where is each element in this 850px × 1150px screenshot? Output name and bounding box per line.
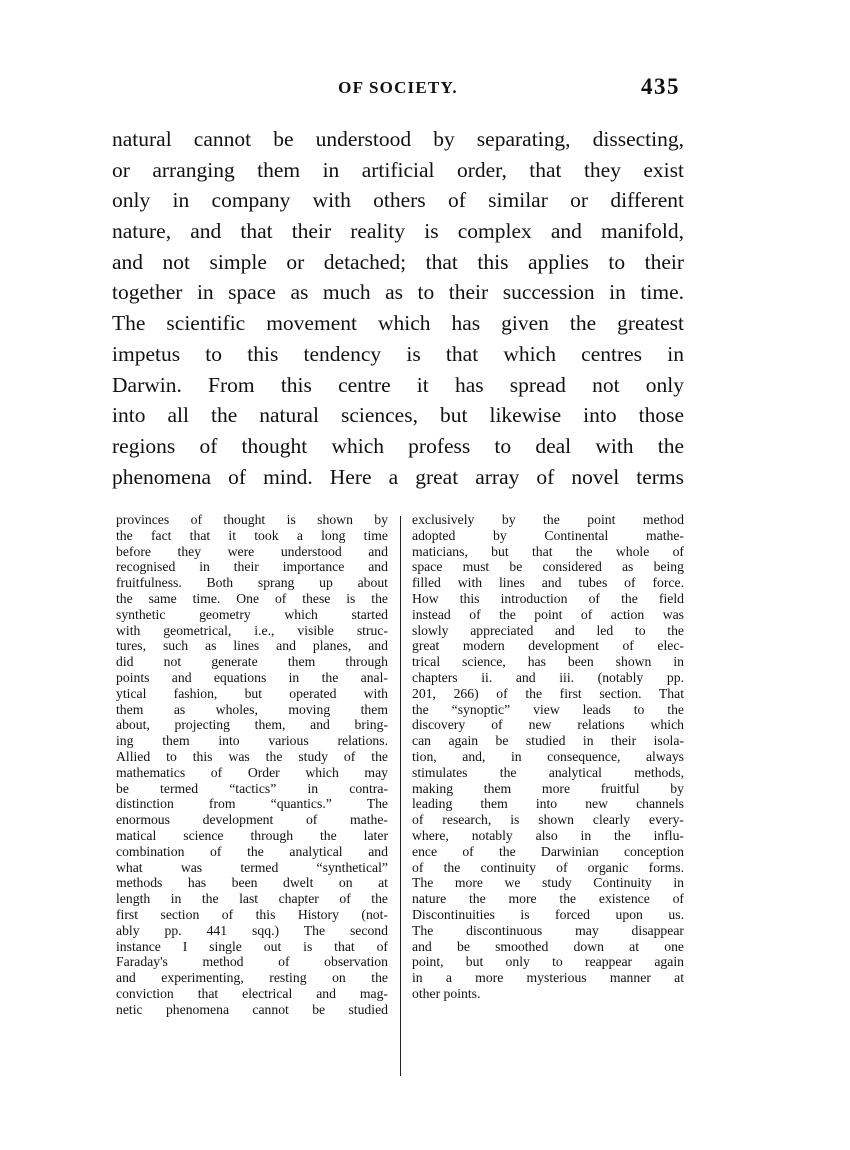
footnote-line: instance I single out is that of bbox=[116, 938, 388, 954]
footnote-line: tion, and, in consequence, always bbox=[412, 748, 684, 764]
footnote-line: other points. bbox=[412, 985, 481, 1001]
main-text-line: impetus to this tendency is that which centres in bbox=[112, 341, 684, 366]
footnote-line: distinction from “quantics.” The bbox=[116, 796, 388, 812]
main-text-line: together in space as much as to their succession in time. bbox=[112, 280, 684, 305]
footnote-line: of the continuity of organic forms. bbox=[412, 859, 684, 875]
footnote-line: did not generate them through bbox=[116, 654, 388, 670]
footnote-line: and experimenting, resting on the bbox=[116, 970, 388, 986]
footnote-line: in a more mysterious manner at bbox=[412, 970, 684, 986]
footnote-line: The more we study Continuity in bbox=[412, 875, 684, 891]
footnote-line: them as wholes, moving them bbox=[116, 701, 388, 717]
footnote-line: conviction that electrical and mag- bbox=[116, 985, 388, 1001]
footnote-line: tures, such as lines and planes, and bbox=[116, 638, 388, 654]
footnote-line: first section of this History (not- bbox=[116, 906, 388, 922]
footnote-line: recognised in their importance and bbox=[116, 559, 388, 575]
main-text-line: or arranging them in artificial order, that they exist bbox=[112, 157, 684, 182]
footnote-line: be termed “tactics” in contra- bbox=[116, 780, 388, 796]
footnote-line: with geometrical, i.e., visible struc- bbox=[116, 622, 388, 638]
footnote-line: the same time. One of these is the bbox=[116, 590, 388, 606]
footnote-line: fruitfulness. Both sprang up about bbox=[116, 575, 388, 591]
footnote-line: point, but only to reappear again bbox=[412, 954, 684, 970]
main-text-line: The scientific movement which has given the greatest bbox=[112, 311, 684, 336]
main-text-line: nature, and that their reality is complex and manifold, bbox=[112, 219, 684, 244]
footnote-line: points and equations in the anal- bbox=[116, 669, 388, 685]
footnote-line: enormous development of mathe- bbox=[116, 812, 388, 828]
footnote-line: chapters ii. and iii. (notably pp. bbox=[412, 669, 684, 685]
footnote-line: of research, is shown clearly every- bbox=[412, 812, 684, 828]
footnote-line: can again be studied in their isola- bbox=[412, 733, 684, 749]
footnote-line: provinces of thought is shown by bbox=[116, 512, 388, 527]
footnote-line: space must be considered as being bbox=[412, 559, 684, 575]
footnote-line: combination of the analytical and bbox=[116, 843, 388, 859]
main-text-line: natural cannot be understood by separating, dissecting, bbox=[112, 127, 684, 151]
footnote-line: discovery of new relations which bbox=[412, 717, 684, 733]
footnote-line: matical science through the later bbox=[116, 827, 388, 843]
running-head bbox=[112, 76, 684, 104]
footnote-line: slowly appreciated and led to the bbox=[412, 622, 684, 638]
footnote-line: making them more fruitful by bbox=[412, 780, 684, 796]
footnote-line: ence of the Darwinian conception bbox=[412, 843, 684, 859]
footnote-line: the “synoptic” view leads to the bbox=[412, 701, 684, 717]
main-text-line: only in company with others of similar or different bbox=[112, 188, 684, 213]
footnote-left-column bbox=[116, 512, 388, 1018]
running-title: OF SOCIETY. bbox=[338, 78, 458, 97]
footnote-line: mathematics of Order which may bbox=[116, 764, 388, 780]
main-text bbox=[112, 124, 684, 492]
page-number: 435 bbox=[641, 74, 680, 99]
main-text-line: Darwin. From this centre it has spread not only bbox=[112, 372, 684, 397]
footnote-line: before they were understood and bbox=[116, 543, 388, 559]
footnote-line: maticians, but that the whole of bbox=[412, 543, 684, 559]
main-text-line: phenomena of mind. Here a great array of novel terms bbox=[112, 464, 684, 489]
footnote-line: great modern development of elec- bbox=[412, 638, 684, 654]
footnote-line: about, projecting them, and bring- bbox=[116, 717, 388, 733]
footnote-line: the fact that it took a long time bbox=[116, 527, 388, 543]
footnote-line: Faraday's method of observation bbox=[116, 954, 388, 970]
footnote-line: Discontinuities is forced upon us. bbox=[412, 906, 684, 922]
footnote-line: How this introduction of the field bbox=[412, 590, 684, 606]
footnote-line: methods has been dwelt on at bbox=[116, 875, 388, 891]
footnote-line: adopted by Continental mathe- bbox=[412, 527, 684, 543]
footnote-line: exclusively by the point method bbox=[412, 512, 684, 527]
footnote-line: ably pp. 441 sqq.) The second bbox=[116, 922, 388, 938]
footnote-line: ing them into various relations. bbox=[116, 733, 388, 749]
main-text-line: and not simple or detached; that this applies to their bbox=[112, 249, 684, 274]
footnote-line: length in the last chapter of the bbox=[116, 891, 388, 907]
main-text-line: into all the natural sciences, but likewise into those bbox=[112, 403, 684, 428]
footnote-line: nature the more the existence of bbox=[412, 891, 684, 907]
footnote-line: filled with lines and tubes of force. bbox=[412, 575, 684, 591]
footnote-line: netic phenomena cannot be studied bbox=[116, 1001, 388, 1017]
footnote-line: Allied to this was the study of the bbox=[116, 748, 388, 764]
main-text-line: regions of thought which profess to deal with the bbox=[112, 433, 684, 458]
footnote-line: The discontinuous may disappear bbox=[412, 922, 684, 938]
footnote-line: trical science, has been shown in bbox=[412, 654, 684, 670]
footnote-line: where, notably also in the influ- bbox=[412, 827, 684, 843]
footnote-line: stimulates the analytical methods, bbox=[412, 764, 684, 780]
column-divider bbox=[400, 516, 401, 1076]
footnote-line: synthetic geometry which started bbox=[116, 606, 388, 622]
footnote-line: instead of the point of action was bbox=[412, 606, 684, 622]
footnote-right-column bbox=[412, 512, 684, 1002]
footnote-line: leading them into new channels bbox=[412, 796, 684, 812]
footnote-line: 201, 266) of the first section. That bbox=[412, 685, 684, 701]
footnote-line: ytical fashion, but operated with bbox=[116, 685, 388, 701]
footnotes bbox=[116, 512, 687, 1078]
footnote-line: what was termed “synthetical” bbox=[116, 859, 388, 875]
footnote-line: and be smoothed down at one bbox=[412, 938, 684, 954]
